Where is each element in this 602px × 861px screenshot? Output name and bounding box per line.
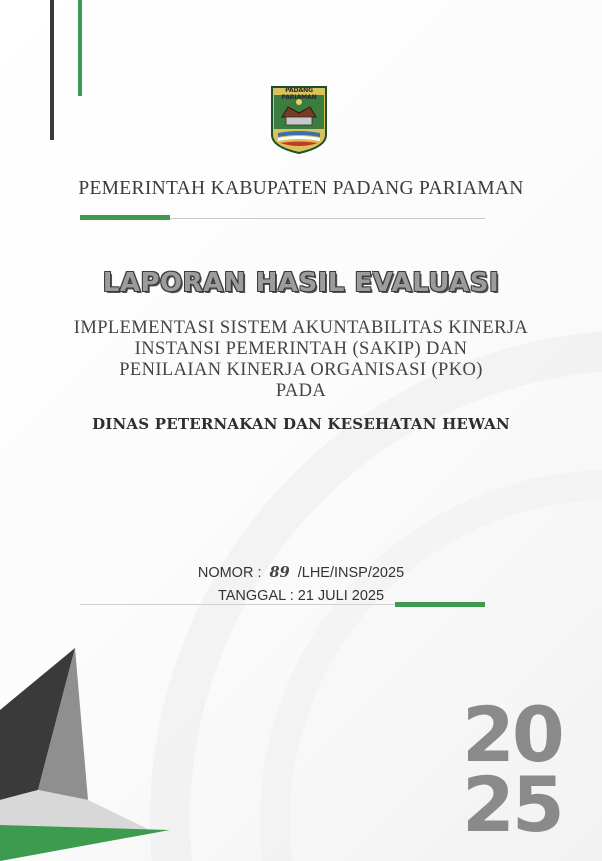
subtitle-line: PADA bbox=[275, 381, 327, 401]
year-top: 20 bbox=[462, 690, 562, 779]
document-date: TANGGAL : 21 JULI 2025 bbox=[217, 588, 385, 604]
decorative-triangles bbox=[0, 640, 200, 861]
document-number bbox=[0, 564, 602, 581]
year-bottom: 25 bbox=[462, 760, 562, 849]
nomor-handwritten-number: 89 bbox=[269, 564, 290, 581]
nomor-label: NOMOR : bbox=[197, 565, 262, 581]
decorative-vertical-line-dark bbox=[50, 0, 54, 140]
divider-accent bbox=[395, 602, 485, 607]
divider-accent bbox=[80, 215, 170, 220]
emblem-label: PADANG PARIAMAN bbox=[281, 87, 317, 101]
subtitle-line: INSTANSI PEMERINTAH (SAKIP) DAN bbox=[134, 339, 468, 359]
agency-name: DINAS PETERNAKAN DAN KESEHATAN HEWAN bbox=[92, 415, 510, 433]
report-title: LAPORAN HASIL EVALUASI bbox=[102, 268, 500, 298]
decorative-vertical-line-green bbox=[78, 0, 82, 96]
subtitle-line: PENILAIAN KINERJA ORGANISASI (PKO) bbox=[119, 360, 483, 380]
government-name: PEMERINTAH KABUPATEN PADANG PARIAMAN bbox=[78, 178, 524, 199]
year-graphic bbox=[462, 690, 592, 849]
report-subtitle bbox=[0, 318, 602, 402]
subtitle-line: IMPLEMENTASI SISTEM AKUNTABILITAS KINERJA bbox=[73, 318, 529, 338]
nomor-suffix: /LHE/INSP/2025 bbox=[297, 565, 405, 581]
regency-emblem bbox=[270, 85, 328, 155]
